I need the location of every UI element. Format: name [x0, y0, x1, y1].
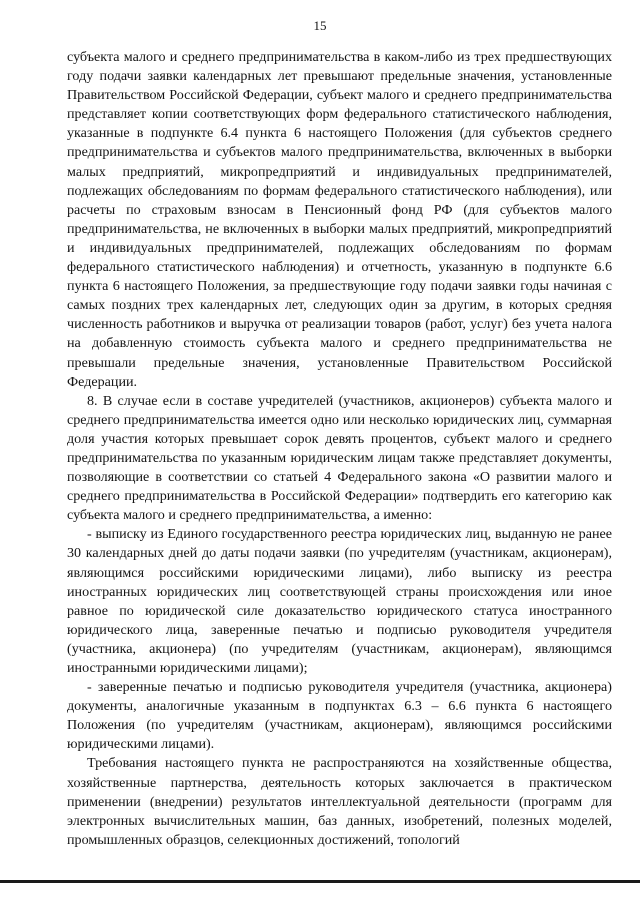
paragraph-requirements-exception: Требования настоящего пункта не распространяются на хозяйственные общества, хозяйственные партнерства, деятельность которых заключается в практическом применении (внедрении) результатов интеллектуальной деятельности (программ для электронных вычислительных машин, баз данных, изобретений, полезных моделей, промышленных образцов, селекционных достижений, топологий: [67, 755, 612, 848]
paragraph-list-item-certified-documents: - заверенные печатью и подписью руководителя учредителя (участника, акционера) документы, аналогичные указанным в подпунктах 6.3 – 6.6 пункта 6 настоящего Положения (по учредителям (участникам, акционерам), являющимся российскими юридическими лицами).: [67, 679, 612, 753]
paragraph-list-item-registry-extract: - выписку из Единого государственного реестра юридических лиц, выданную не ранее 30 календарных дней до даты подачи заявки (по учредителям (участникам, акционерам), являющимся российскими юридическими лицами), либо выписку из реестра иностранных юридических лиц соответствующей страны происхождения или иное равное по юридической силе доказательство юридического статуса иностранного юридического лица, заверенные печатью и подписью руководителя учредителя (участника, акционера) (по учредителям (участникам, акционерам), являющимся иностранными юридическими лицами);: [67, 526, 612, 676]
document-body: [67, 48, 612, 850]
page-number: 15: [313, 18, 327, 33]
scan-bottom-edge-line: [0, 880, 640, 883]
paragraph-continuation: субъекта малого и среднего предпринимательства в каком-либо из трех предшествующих году подачи заявки календарных лет превышают предельные значения, установленные Правительством Российской Федерации, субъект малого и среднего предпринимательства представляет копии соответствующих форм федерального статистического наблюдения, указанные в подпункте 6.4 пункта 6 настоящего Положения (для субъектов среднего предпринимательства и субъектов малого предпринимательства, включенных в выборки малых предприятий, микропредприятий и индивидуальных предпринимателей, подлежащих обследованиям по формам федерального статистического наблюдения), или расчеты по страховым взносам в Пенсионный фонд РФ (для субъектов малого предпринимательства, не включенных в выборки малых предприятий, микропредприятий и индивидуальных предпринимателей, подлежащих обследованиям по формам федерального статистического наблюдения) и отчетность, указанную в подпункте 6.6 пункта 6 настоящего Положения, за предшествующие году подачи заявки годы начиная с самых поздних трех календарных лет, следующих один за другим, в которых средняя численность работников и выручка от реализации товаров (работ, услуг) без учета налога на добавленную стоимость субъекта малого и среднего предпринимательства не превышали предельные значения, установленные Правительством Российской Федерации.: [67, 49, 612, 390]
paragraph-clause-8: 8. В случае если в составе учредителей (участников, акционеров) субъекта малого и среднего предпринимательства имеется одно или несколько юридических лиц, суммарная доля участия которых превышает сорок девять процентов, субъект малого и среднего предпринимательства по указанным юридическим лицам также представляет документы, позволяющие в соответствии со статьей 4 Федерального закона «О развитии малого и среднего предпринимательства в Российской Федерации» подтвердить его категорию как субъекта малого и среднего предпринимательства, а именно:: [67, 392, 612, 524]
